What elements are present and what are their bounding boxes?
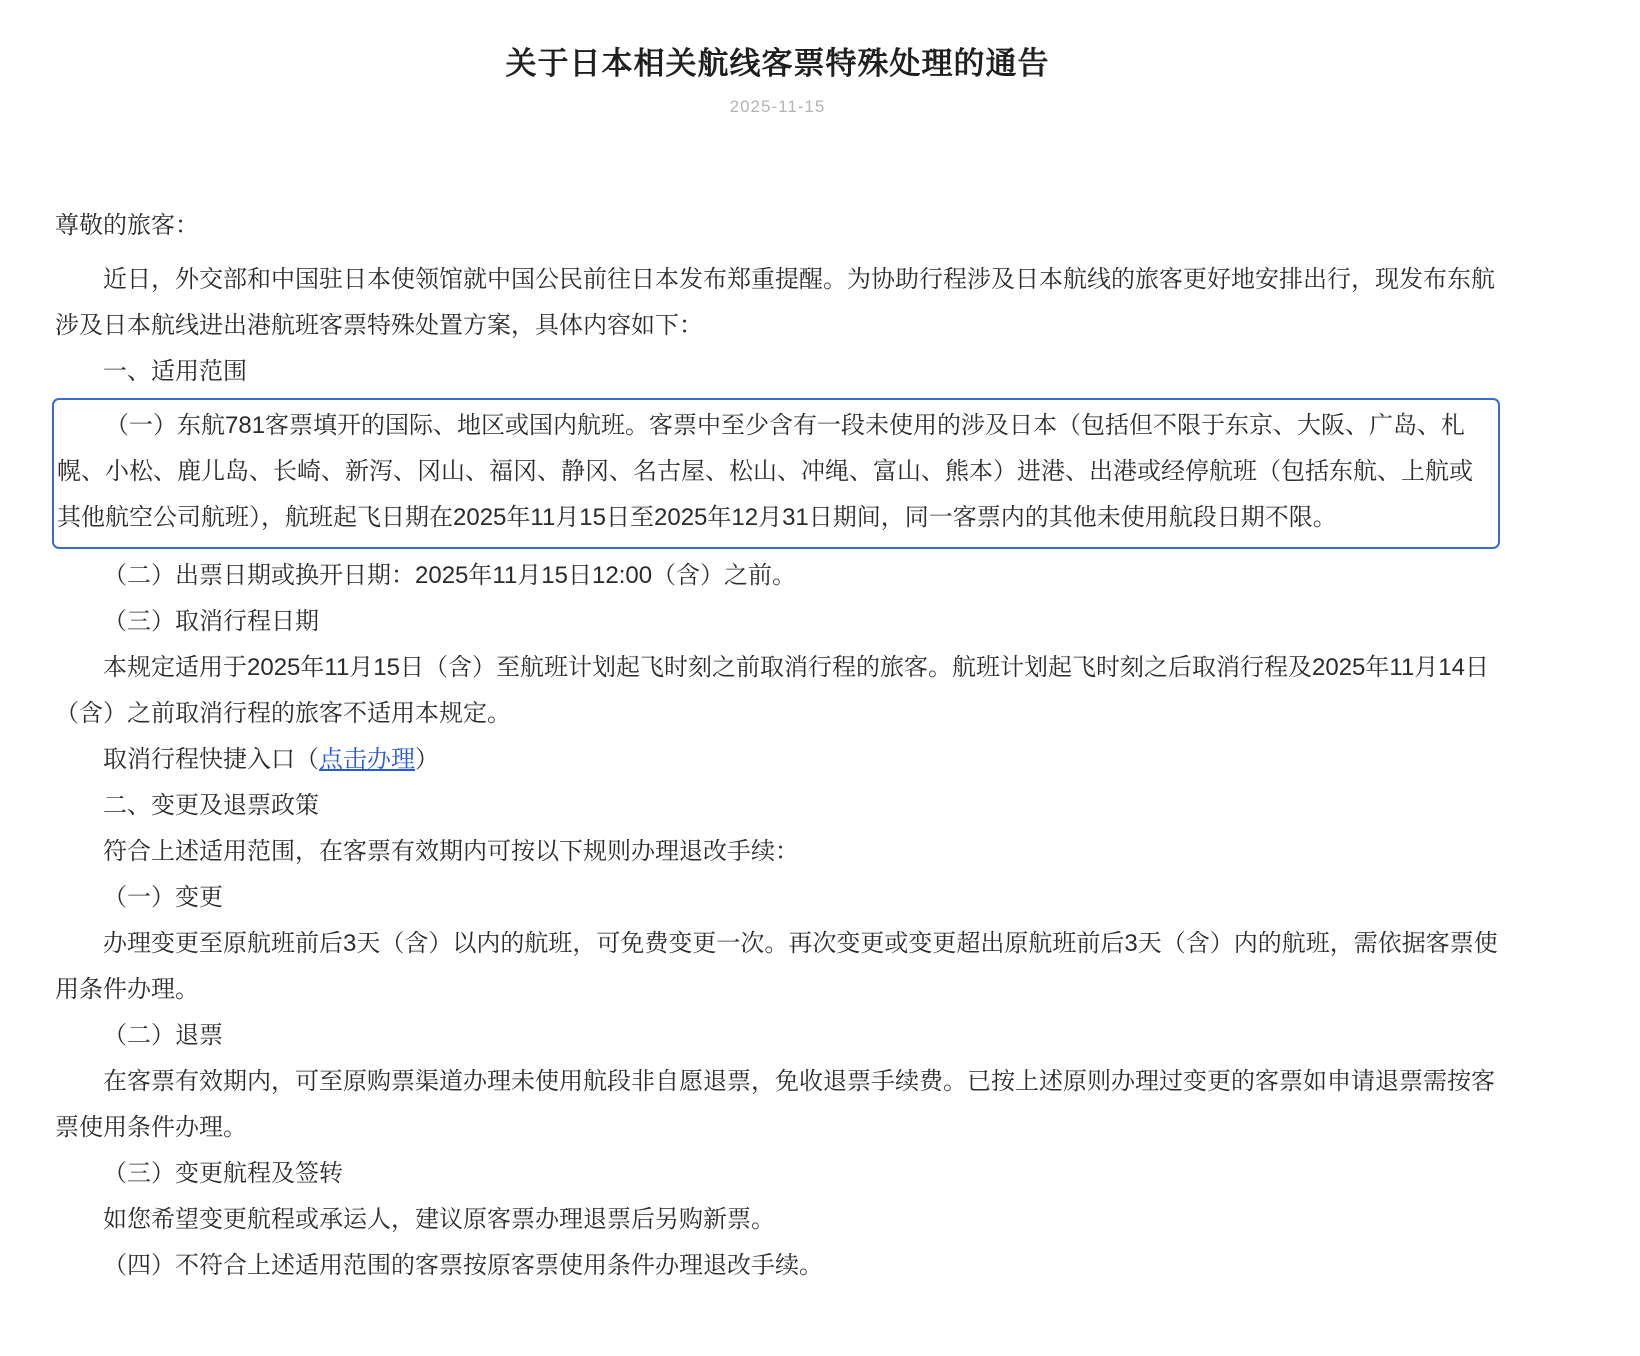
section2-heading: 二、变更及退票政策 [103, 792, 319, 819]
salutation: 尊敬的旅客： [55, 212, 199, 239]
section2-item1-body: 办理变更至原航班前后3天（含）以内的航班，可免费变更一次。再次变更或变更超出原航班前后3天（含）内的航班，需依据客票使用条件办理。 [55, 930, 1498, 1003]
cancel-shortcut-prefix: 取消行程快捷入口（ [103, 746, 319, 773]
publish-date: 2025-11-15 [729, 97, 826, 116]
cancel-shortcut-link[interactable]: 点击办理 [319, 746, 415, 773]
cancel-shortcut-line [55, 737, 1500, 783]
notice-body [55, 203, 1500, 1289]
section1-heading: 一、适用范围 [103, 358, 247, 385]
highlighted-scope-box [52, 398, 1500, 549]
page-title: 关于日本相关航线客票特殊处理的通告 [505, 46, 1050, 81]
section2-item3-heading: （三）变更航程及签转 [103, 1160, 343, 1187]
section2-item2-body: 在客票有效期内，可至原购票渠道办理未使用航段非自愿退票，免收退票手续费。已按上述原则办理过变更的客票如申请退票需按客票使用条件办理。 [55, 1068, 1495, 1141]
section1-item3-heading: （三）取消行程日期 [103, 608, 319, 635]
section2-intro: 符合上述适用范围，在客票有效期内可按以下规则办理退改手续： [103, 838, 799, 865]
section1-item1-boxed: （一）东航781客票填开的国际、地区或国内航班。客票中至少含有一段未使用的涉及日本（包括但不限于东京、大阪、广岛、札幌、小松、鹿儿岛、长崎、新泻、冈山、福冈、静冈、名古屋、松山、冲绳、富山、熊本）进港、出港或经停航班（包括东航、上航或其他航空公司航班），航班起飞日期在2025年11月15日至2025年12月31日期间，同一客票内的其他未使用航段日期不限。 [57, 412, 1473, 531]
intro-paragraph: 近日，外交部和中国驻日本使领馆就中国公民前往日本发布郑重提醒。为协助行程涉及日本航线的旅客更好地安排出行，现发布东航涉及日本航线进出港航班客票特殊处置方案，具体内容如下： [55, 266, 1495, 339]
section2-item3-body: 如您希望变更航程或承运人，建议原客票办理退票后另购新票。 [103, 1206, 775, 1233]
section1-item3-body: 本规定适用于2025年11月15日（含）至航班计划起飞时刻之前取消行程的旅客。航班计划起飞时刻之后取消行程及2025年11月14日（含）之前取消行程的旅客不适用本规定。 [55, 654, 1489, 727]
section2-item4: （四）不符合上述适用范围的客票按原客票使用条件办理退改手续。 [103, 1252, 823, 1279]
cancel-shortcut-suffix: ） [415, 746, 439, 773]
section1-item2: （二）出票日期或换开日期：2025年11月15日12:00（含）之前。 [103, 562, 797, 589]
section2-item1-heading: （一）变更 [103, 884, 223, 911]
section2-item2-heading: （二）退票 [103, 1022, 223, 1049]
